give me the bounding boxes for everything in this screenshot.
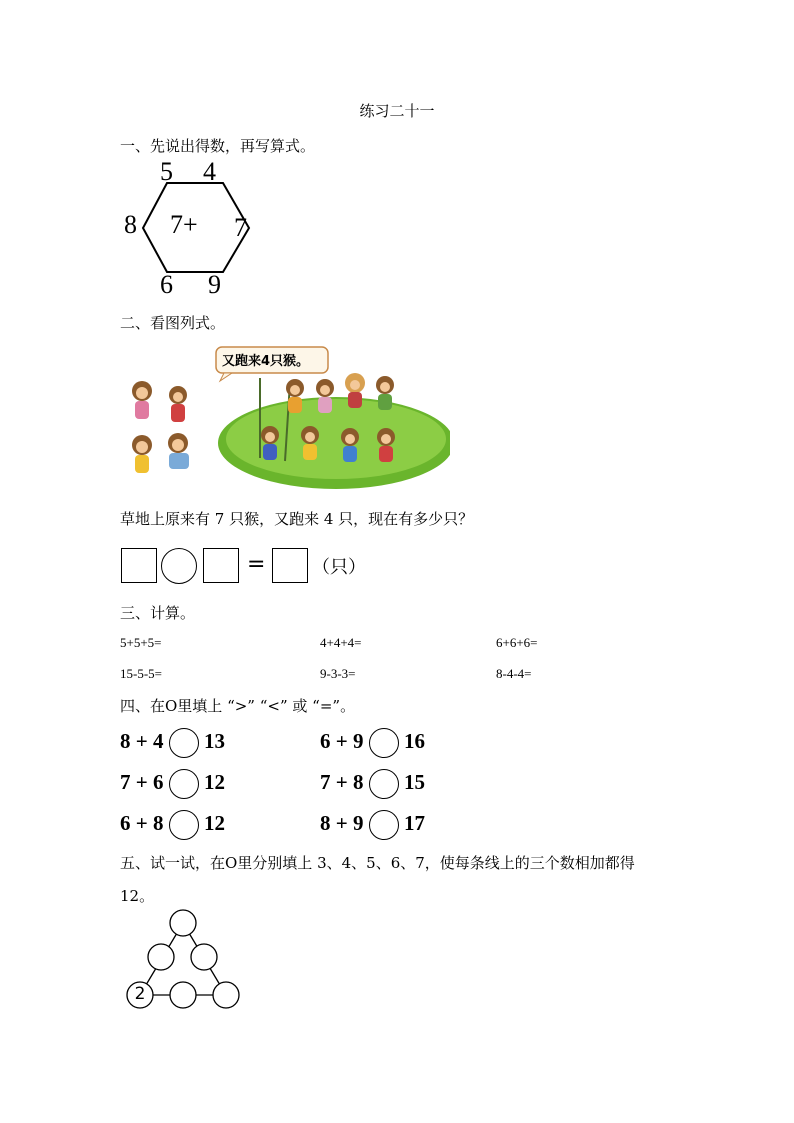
given-number: 2 (134, 984, 146, 1004)
section-2-question: 草地上原来有 7 只猴，又跑来 4 只，现在有多少只？ (120, 510, 474, 528)
compare-circle[interactable] (369, 810, 399, 840)
compare-circle[interactable] (369, 769, 399, 799)
compare-left: 6 + 8 (120, 810, 164, 835)
compare-row (120, 728, 225, 758)
puzzle-circle-bottom-mid (170, 982, 196, 1008)
compare-left: 8 + 4 (120, 728, 164, 753)
puzzle-circle-bottom-right (213, 982, 239, 1008)
unit-label: （只） (312, 557, 366, 578)
calc-item: 9-3-3= (320, 666, 356, 681)
compare-circle[interactable] (169, 728, 199, 758)
section-2-heading: 二、看图列式。 (120, 314, 226, 332)
hex-number-bottom-left: 6 (160, 270, 173, 299)
compare-right: 12 (203, 810, 225, 835)
compare-row (320, 769, 425, 799)
calc-item: 5+5+5= (120, 635, 162, 650)
compare-row (320, 728, 425, 758)
compare-right: 17 (403, 810, 425, 835)
compare-row (320, 810, 425, 840)
section-1-heading: 一、先说出得数，再写算式。 (120, 137, 316, 155)
compare-circle[interactable] (369, 728, 399, 758)
puzzle-circle-top (170, 910, 196, 936)
operator-circle[interactable] (161, 548, 197, 584)
equals-sign: = (247, 552, 266, 577)
hex-center-text: 7+ (170, 210, 198, 239)
hex-number-top-right: 4 (203, 157, 216, 186)
compare-right: 16 (403, 728, 425, 753)
calc-item: 15-5-5= (120, 666, 162, 681)
compare-circle[interactable] (169, 769, 199, 799)
puzzle-circle-mid-left (148, 944, 174, 970)
answer-box-2[interactable] (203, 548, 239, 583)
section-4-heading: 四、在O里填上 “>” “<” 或 “=”。 (120, 697, 356, 715)
compare-circle[interactable] (169, 810, 199, 840)
compare-right: 13 (203, 728, 225, 753)
hex-number-bottom-right: 9 (208, 270, 221, 299)
puzzle-circle-mid-right (191, 944, 217, 970)
hex-number-right: 7 (234, 213, 247, 242)
compare-left: 7 + 8 (320, 769, 364, 794)
compare-left: 8 + 9 (320, 810, 364, 835)
compare-row (120, 769, 225, 799)
section-5-heading-cont: 12。 (120, 887, 155, 905)
hex-number-top-left: 5 (160, 157, 173, 186)
speech-bubble-text: 又跑来4只猴。 (222, 354, 310, 369)
calc-item: 6+6+6= (496, 635, 538, 650)
compare-right: 12 (203, 769, 225, 794)
monkey-group-left (132, 381, 189, 473)
compare-left: 7 + 6 (120, 769, 164, 794)
page-title: 练习二十一 (359, 102, 435, 120)
result-box[interactable] (272, 548, 308, 583)
compare-left: 6 + 9 (320, 728, 364, 753)
section-5-heading: 五、试一试，在O里分别填上 3、4、5、6、7，使每条线上的三个数相加都得 (120, 854, 635, 872)
calc-item: 4+4+4= (320, 635, 362, 650)
hex-number-left: 8 (124, 210, 137, 239)
compare-row (120, 810, 225, 840)
calc-item: 8-4-4= (496, 666, 532, 681)
compare-right: 15 (403, 769, 425, 794)
section-3-heading: 三、计算。 (120, 604, 196, 622)
answer-box-1[interactable] (121, 548, 157, 583)
